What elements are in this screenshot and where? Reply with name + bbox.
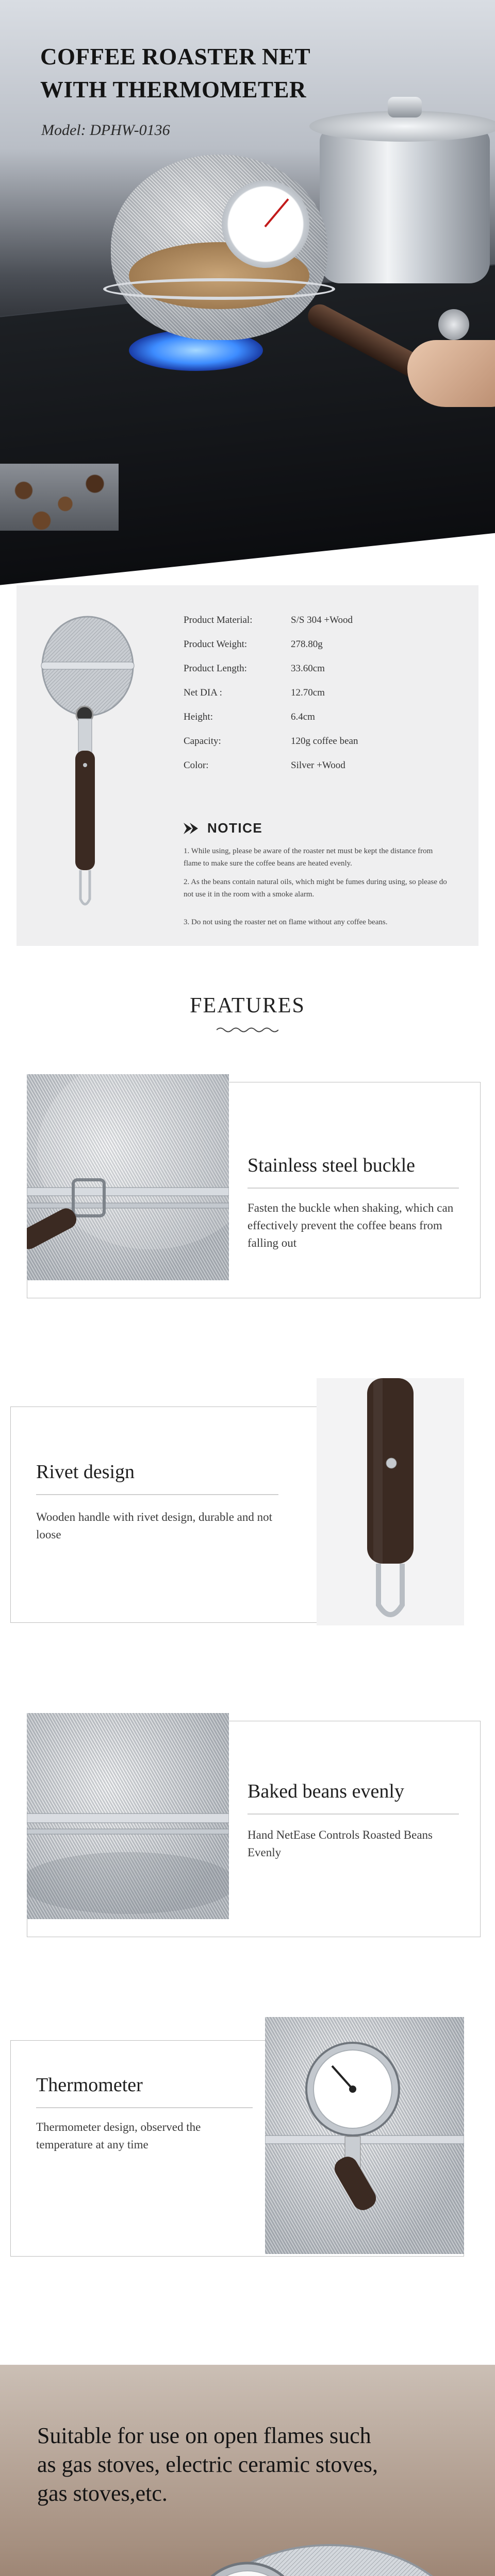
roaster-side-view-image [37, 611, 135, 920]
notice-item-3: 3. Do not using the roaster net on flame without any coffee beans. [184, 918, 388, 926]
feature-title-baking: Baked beans evenly [248, 1781, 404, 1802]
feature-desc-baking: Hand NetEase Controls Roasted Beans Evenly [248, 1828, 433, 1859]
stove-knob-image [438, 309, 469, 340]
notice-item-1: 1. While using, please be aware of the roaster net must be kept the distance from flame to make sure the coffee beans are heated evenly. [184, 847, 433, 868]
feature-divider [36, 1494, 278, 1495]
usage-line-2: as gas stoves, electric ceramic stoves, [37, 2452, 378, 2477]
spec-value-length: 33.60cm [291, 663, 325, 674]
feature-divider [36, 2107, 253, 2108]
spec-label-net-dia: Net DIA : [184, 687, 222, 698]
product-title-line-1: COFFEE ROASTER NET [40, 44, 311, 70]
model-number: Model: DPHW-0136 [41, 122, 170, 139]
features-heading: FEATURES [190, 994, 305, 1018]
spec-value-net-dia: 12.70cm [291, 687, 325, 698]
usage-line-1: Suitable for use on open flames such [37, 2423, 371, 2448]
spec-label-material: Product Material: [184, 615, 253, 625]
rivet-handle-image [317, 1378, 464, 1625]
feature-desc-rivet: Wooden handle with rivet design, durable and not loose [36, 1511, 273, 1541]
feature-desc-thermometer: Thermometer design, observed the temperature at any time [36, 2121, 201, 2151]
notice-item-2: 2. As the beans contain natural oils, which might be fumes during using, so please do not use it in the room with a smoke alarm. [184, 878, 447, 899]
notice-chevron-icon [184, 823, 204, 834]
thermometer-closeup-image [265, 2017, 464, 2254]
spec-value-color: Silver +Wood [291, 760, 345, 771]
spec-value-weight: 278.80g [291, 639, 323, 650]
roaster-ring-image [103, 278, 335, 300]
mesh-basket-image [27, 1713, 229, 1919]
notice-title: NOTICE [207, 820, 263, 836]
spec-label-length: Product Length: [184, 663, 247, 674]
hand-image [407, 340, 495, 407]
spec-value-height: 6.4cm [291, 711, 315, 722]
spec-label-height: Height: [184, 711, 213, 722]
feature-title-thermometer: Thermometer [36, 2074, 143, 2096]
usage-description [37, 2421, 481, 2508]
spec-label-capacity: Capacity: [184, 736, 221, 747]
product-title-line-2: WITH THERMOMETER [40, 77, 306, 103]
feature-title-buckle: Stainless steel buckle [248, 1155, 416, 1176]
spec-label-color: Color: [184, 760, 209, 771]
feature-desc-buckle: Fasten the buckle when shaking, which can effectively prevent the coffee beans from falling out [248, 1201, 454, 1249]
product-title [40, 40, 350, 106]
spec-value-capacity: 120g coffee bean [291, 736, 358, 747]
spec-value-material: S/S 304 +Wood [291, 615, 353, 625]
feature-divider [248, 1188, 459, 1189]
coffee-beans-image [0, 464, 119, 531]
feature-divider [248, 1814, 459, 1815]
usage-line-3: gas stoves,etc. [37, 2481, 168, 2506]
buckle-closeup-image [27, 1074, 229, 1280]
spec-label-weight: Product Weight: [184, 639, 248, 650]
roaster-product-image [41, 2540, 485, 2576]
wave-divider-icon [217, 1026, 278, 1033]
steel-pot-image [320, 129, 490, 283]
feature-title-rivet: Rivet design [36, 1461, 135, 1483]
pot-knob-image [388, 97, 422, 117]
